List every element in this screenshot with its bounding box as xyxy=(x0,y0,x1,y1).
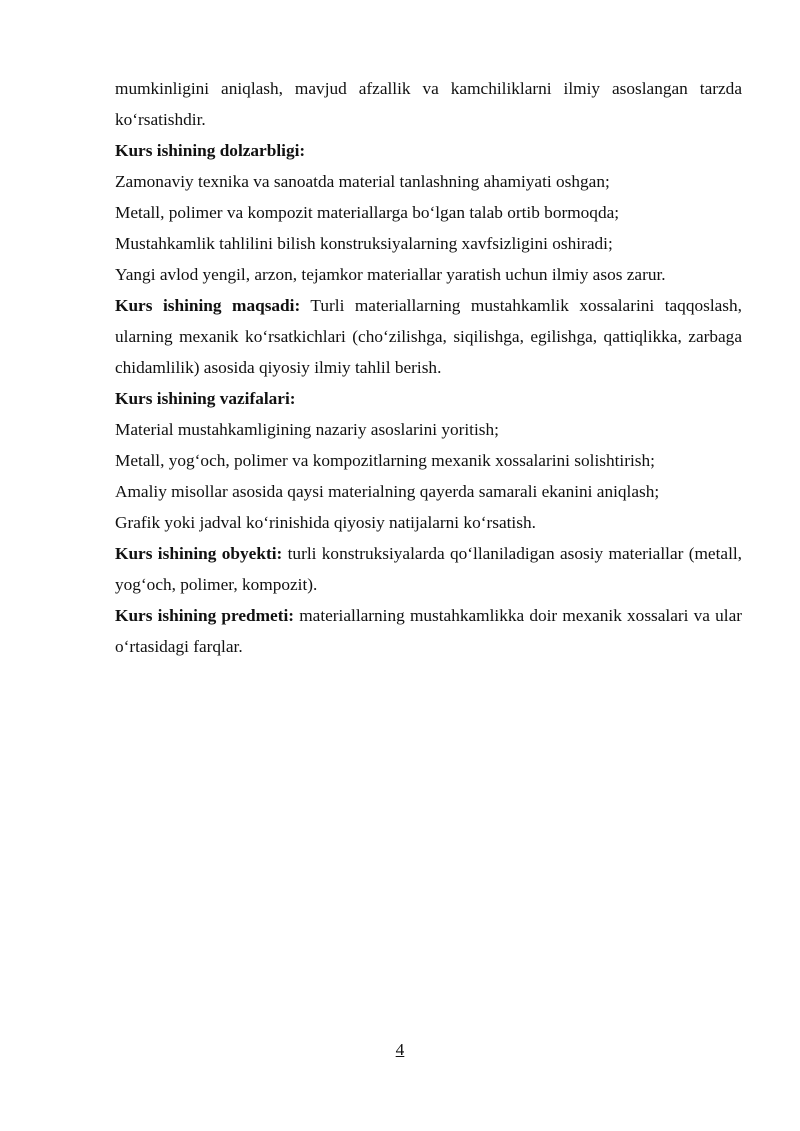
page-number: 4 xyxy=(395,1040,405,1059)
relevance-item: Metall, polimer va kompozit materiallarga bo‘lgan talab ortib bormoqda; xyxy=(115,203,620,222)
task-item: Grafik yoki jadval ko‘rinishida qiyosiy natijalarni ko‘rsatish. xyxy=(115,513,536,532)
intro-paragraph: mumkinligini aniqlash, mavjud afzallik va kamchiliklarni ilmiy asoslangan tarzda ko‘rsatishdir. xyxy=(115,79,742,129)
relevance-heading: Kurs ishining dolzarbligi: xyxy=(115,141,306,160)
relevance-item: Zamonaviy texnika va sanoatda material tanlashning ahamiyati oshgan; xyxy=(115,172,610,191)
goal-label: Kurs ishining maqsadi: xyxy=(115,296,301,315)
object-paragraph xyxy=(115,538,742,600)
subject-text: materiallarning mustahkamlikka doir mexanik xossalari va ular o‘rtasidagi farqlar. xyxy=(115,606,742,656)
tasks-heading: Kurs ishining vazifalari: xyxy=(115,389,296,408)
relevance-item: Mustahkamlik tahlilini bilish konstruksiyalarning xavfsizligini oshiradi; xyxy=(115,234,613,253)
subject-paragraph xyxy=(115,600,742,662)
object-text: turli konstruksiyalarda qo‘llaniladigan asosiy materiallar (metall, yog‘och, polimer, kompozit). xyxy=(115,544,742,594)
task-item: Metall, yog‘och, polimer va kompozitlarning mexanik xossalarini solishtirish; xyxy=(115,451,655,470)
subject-label: Kurs ishining predmeti: xyxy=(115,606,295,625)
task-item: Material mustahkamligining nazariy asoslarini yoritish; xyxy=(115,420,499,439)
document-body xyxy=(115,73,742,662)
task-item: Amaliy misollar asosida qaysi materialning qayerda samarali ekanini aniqlash; xyxy=(115,482,660,501)
relevance-item: Yangi avlod yengil, arzon, tejamkor materiallar yaratish uchun ilmiy asos zarur. xyxy=(115,265,666,284)
goal-paragraph xyxy=(115,290,742,383)
object-label: Kurs ishining obyekti: xyxy=(115,544,283,563)
goal-text: Turli materiallarning mustahkamlik xossalarini taqqoslash, ularning mexanik ko‘rsatkichlari (cho‘zilishga, siqilishga, egilishga, qattiqlikka, zarbaga chidamlilik) asosida qiyosiy ilmiy tahlil berish. xyxy=(115,296,742,377)
